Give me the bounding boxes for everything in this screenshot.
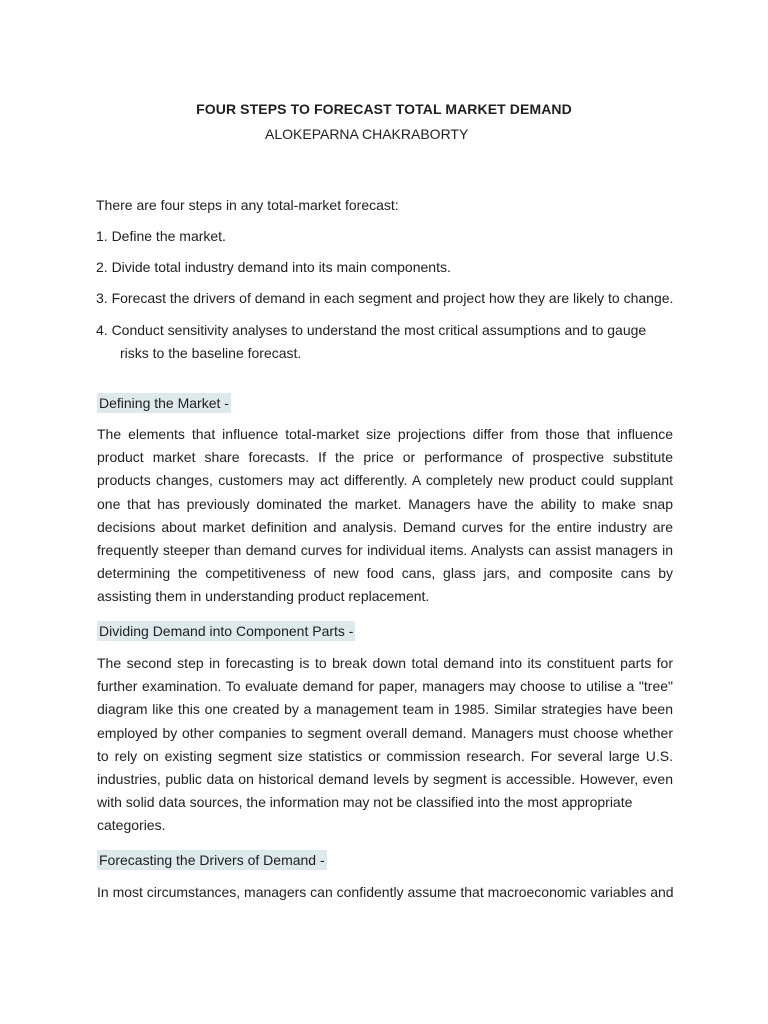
paragraph-line: with solid data sources, the information may not be classified into the most appropriate [97,794,633,811]
paragraph-line: decisions about market definition and analysis. Demand curves for the entire industry are [97,518,673,535]
paragraph-line: determining the competitiveness of new food cans, glass jars, and composite cans by [97,565,673,582]
section-heading-defining-market: Defining the Market - [99,395,229,411]
section-heading-forecasting-drivers: Forecasting the Drivers of Demand - [99,852,325,868]
paragraph-line: diagram like this one created by a management team in 1985. Similar strategies have been [97,701,673,718]
paragraph-line: product market share forecasts. If the price or performance of prospective substitute [97,449,673,466]
section-paragraph-forecasting-drivers [97,881,673,904]
paragraph-line: one that has previously dominated the market. Managers have the ability to make snap [97,495,673,512]
paragraph-line: categories. [97,817,166,834]
paragraph-line: The second step in forecasting is to break down total demand into its constituent parts for [97,655,673,671]
document-author: ALOKEPARNA CHAKRABORTY [265,126,469,142]
step-item: 2. Divide total industry demand into its main components. [96,259,451,275]
paragraph-line: to rely on existing segment size statistics or commission research. For several large U.S. [97,747,673,764]
step-item: 1. Define the market. [96,228,226,244]
paragraph-line: frequently steeper than demand curves for individual items. Analysts can assist managers in [97,541,673,558]
paragraph-line: industries, public data on historical demand levels by segment is accessible. However, even [97,770,673,787]
step-item: 4. Conduct sensitivity analyses to understand the most critical assumptions and to gauge [96,322,647,338]
step-item-continuation: risks to the baseline forecast. [120,345,302,361]
paragraph-line: The elements that influence total-market size projections differ from those that influence [97,426,673,442]
document-title: FOUR STEPS TO FORECAST TOTAL MARKET DEMAND [196,101,572,117]
section-heading-dividing-demand: Dividing Demand into Component Parts - [99,623,354,639]
paragraph-line: employed by other companies to segment overall demand. Managers must choose whether [97,724,673,741]
paragraph-line: products changes, customers may act differently. A completely new product could supplant [97,472,673,489]
paragraph-line: further examination. To evaluate demand for paper, managers may choose to utilise a "tree" [97,678,673,695]
paragraph-line: assisting them in understanding product replacement. [97,588,430,605]
paragraph-line: In most circumstances, managers can confidently assume that macroeconomic variables and [97,884,674,900]
section-paragraph-dividing-demand [97,652,673,838]
section-paragraph-defining-market [97,423,673,609]
intro-text: There are four steps in any total-market forecast: [96,197,399,213]
step-item: 3. Forecast the drivers of demand in each segment and project how they are likely to change. [96,290,674,306]
